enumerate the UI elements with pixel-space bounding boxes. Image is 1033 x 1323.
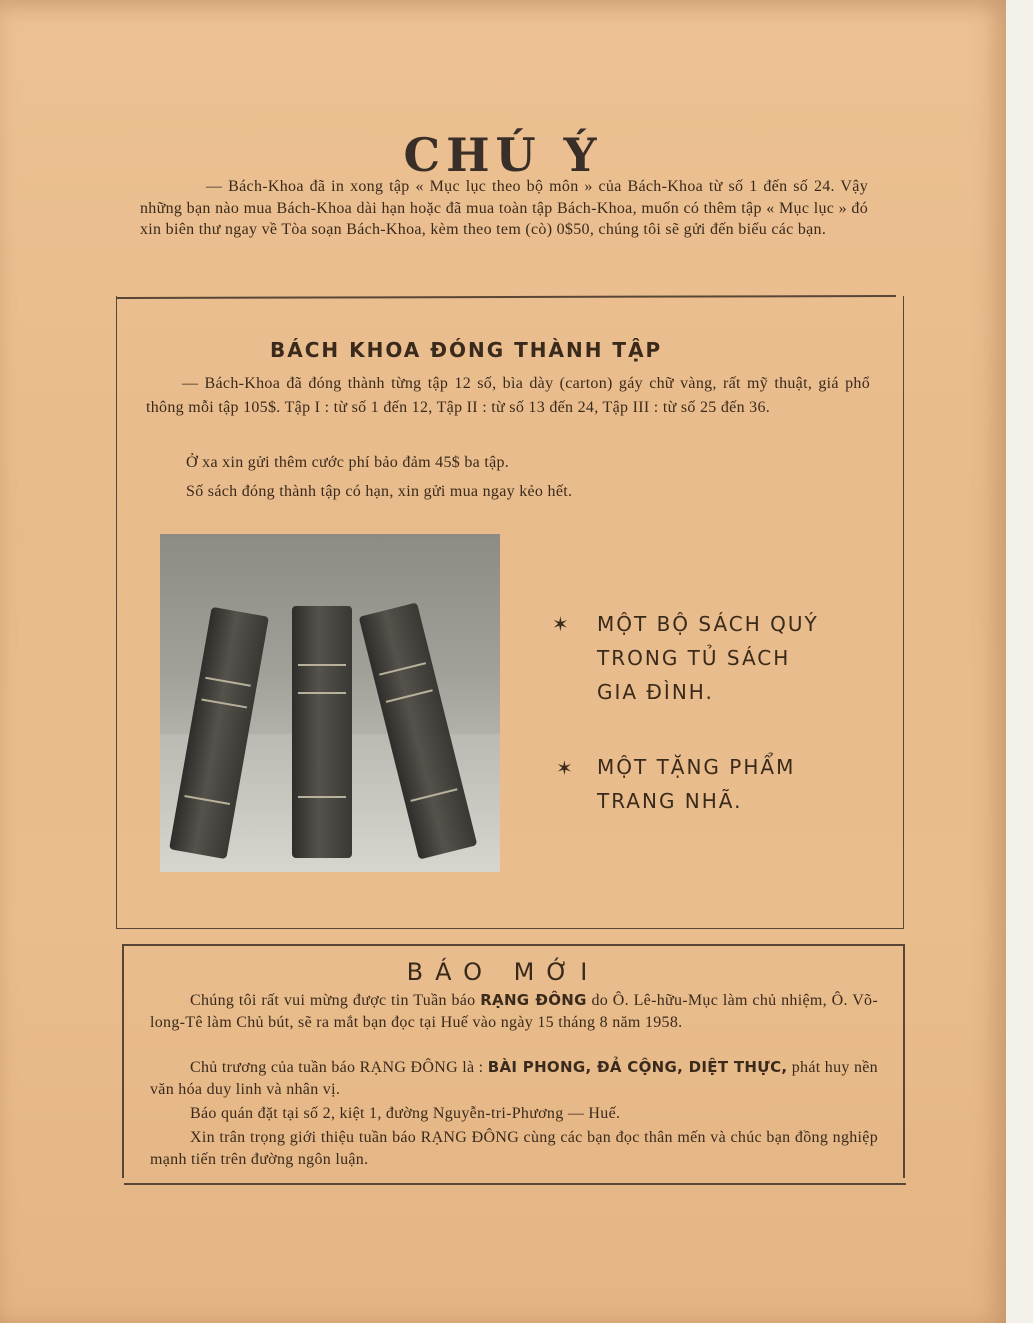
chu-y-title: CHÚ Ý	[403, 128, 603, 182]
feature-1	[597, 607, 819, 709]
feature-2-line-2: TRANG NHÃ.	[597, 789, 743, 813]
page-edge	[1006, 0, 1033, 1323]
book-volume-2	[292, 606, 352, 858]
feature-2	[597, 750, 795, 818]
star-bullet-2: ✶	[556, 758, 573, 780]
chu-y-body: — Bách-Khoa đã in xong tập « Mục lục theo bộ môn » của Bách-Khoa từ số 1 đến số 24. Vậy những bạn nào mua Bách-Khoa dài hạn hoặc đã mua toàn tập Bách-Khoa, muốn có thêm tập « Mục lục » đó xin biên thư ngay về Tòa soạn Bách-Khoa, kèm theo tem (cò) 0$50, chúng tôi sẽ gửi đến biếu các bạn.	[140, 178, 868, 238]
dong-tap-para2: Ở xa xin gửi thêm cước phí bảo đảm 45$ ba tập.	[186, 454, 510, 471]
bao-moi-top-rule	[122, 944, 904, 946]
feature-1-line-3: GIA ĐÌNH.	[597, 680, 714, 704]
dong-tap-heading: BÁCH KHOA ĐÓNG THÀNH TẬP	[270, 338, 663, 362]
bao-moi-slogan: BÀI PHONG, ĐẢ CỘNG, DIỆT THỰC,	[487, 1058, 788, 1076]
bao-moi-para1-a: Chúng tôi rất vui mừng được tin Tuần báo	[190, 992, 481, 1009]
feature-1-line-1: MỘT BỘ SÁCH QUÝ	[597, 612, 819, 636]
bao-moi-para2	[150, 1057, 878, 1100]
bao-moi-heading: BÁO MỚI	[406, 958, 600, 986]
dong-tap-para1: — Bách-Khoa đã đóng thành từng tập 12 số, bìa dày (carton) gáy chữ vàng, rất mỹ thuật, giá phổ thông mỗi tập 105$. Tập I : từ số 1 đến 12, Tập II : từ số 13 đến 24, Tập III : từ số 25 đến 36.	[146, 375, 870, 416]
bao-moi-para1-b: do Ô. Lê-hữu-Mục làm chủ nhiệm, Ô. Võ-long-Tê làm Chủ bút, sẽ ra mắt bạn đọc tại Huế vào ngày 15 tháng 8 năm 1958.	[150, 992, 878, 1031]
feature-2-line-1: MỘT TẶNG PHẨM	[597, 755, 796, 779]
bao-moi-para3: Báo quán đặt tại số 2, kiệt 1, đường Nguyễn-tri-Phương — Huế.	[190, 1105, 621, 1122]
feature-1-line-2: TRONG TỦ SÁCH	[597, 646, 791, 670]
star-bullet-1: ✶	[552, 614, 569, 636]
bao-moi-para2-b: phát huy nền văn hóa duy linh và nhân vị.	[150, 1059, 878, 1098]
rang-dong-name: RẠNG ĐÔNG	[480, 991, 587, 1009]
bao-moi-para2-a: Chủ trương của tuần báo RẠNG ĐÔNG là :	[190, 1059, 488, 1076]
bound-volumes-photo	[160, 534, 500, 872]
bao-moi-para4: Xin trân trọng giới thiệu tuần báo RẠNG ĐÔNG cùng các bạn đọc thân mến và chúc bạn đồng nghiệp mạnh tiến trên đường ngôn luận.	[150, 1129, 878, 1168]
bao-moi-para1	[150, 990, 878, 1033]
dong-tap-para3: Số sách đóng thành tập có hạn, xin gửi mua ngay kẻo hết.	[186, 483, 573, 500]
bao-moi-bottom-rule	[124, 1183, 906, 1185]
